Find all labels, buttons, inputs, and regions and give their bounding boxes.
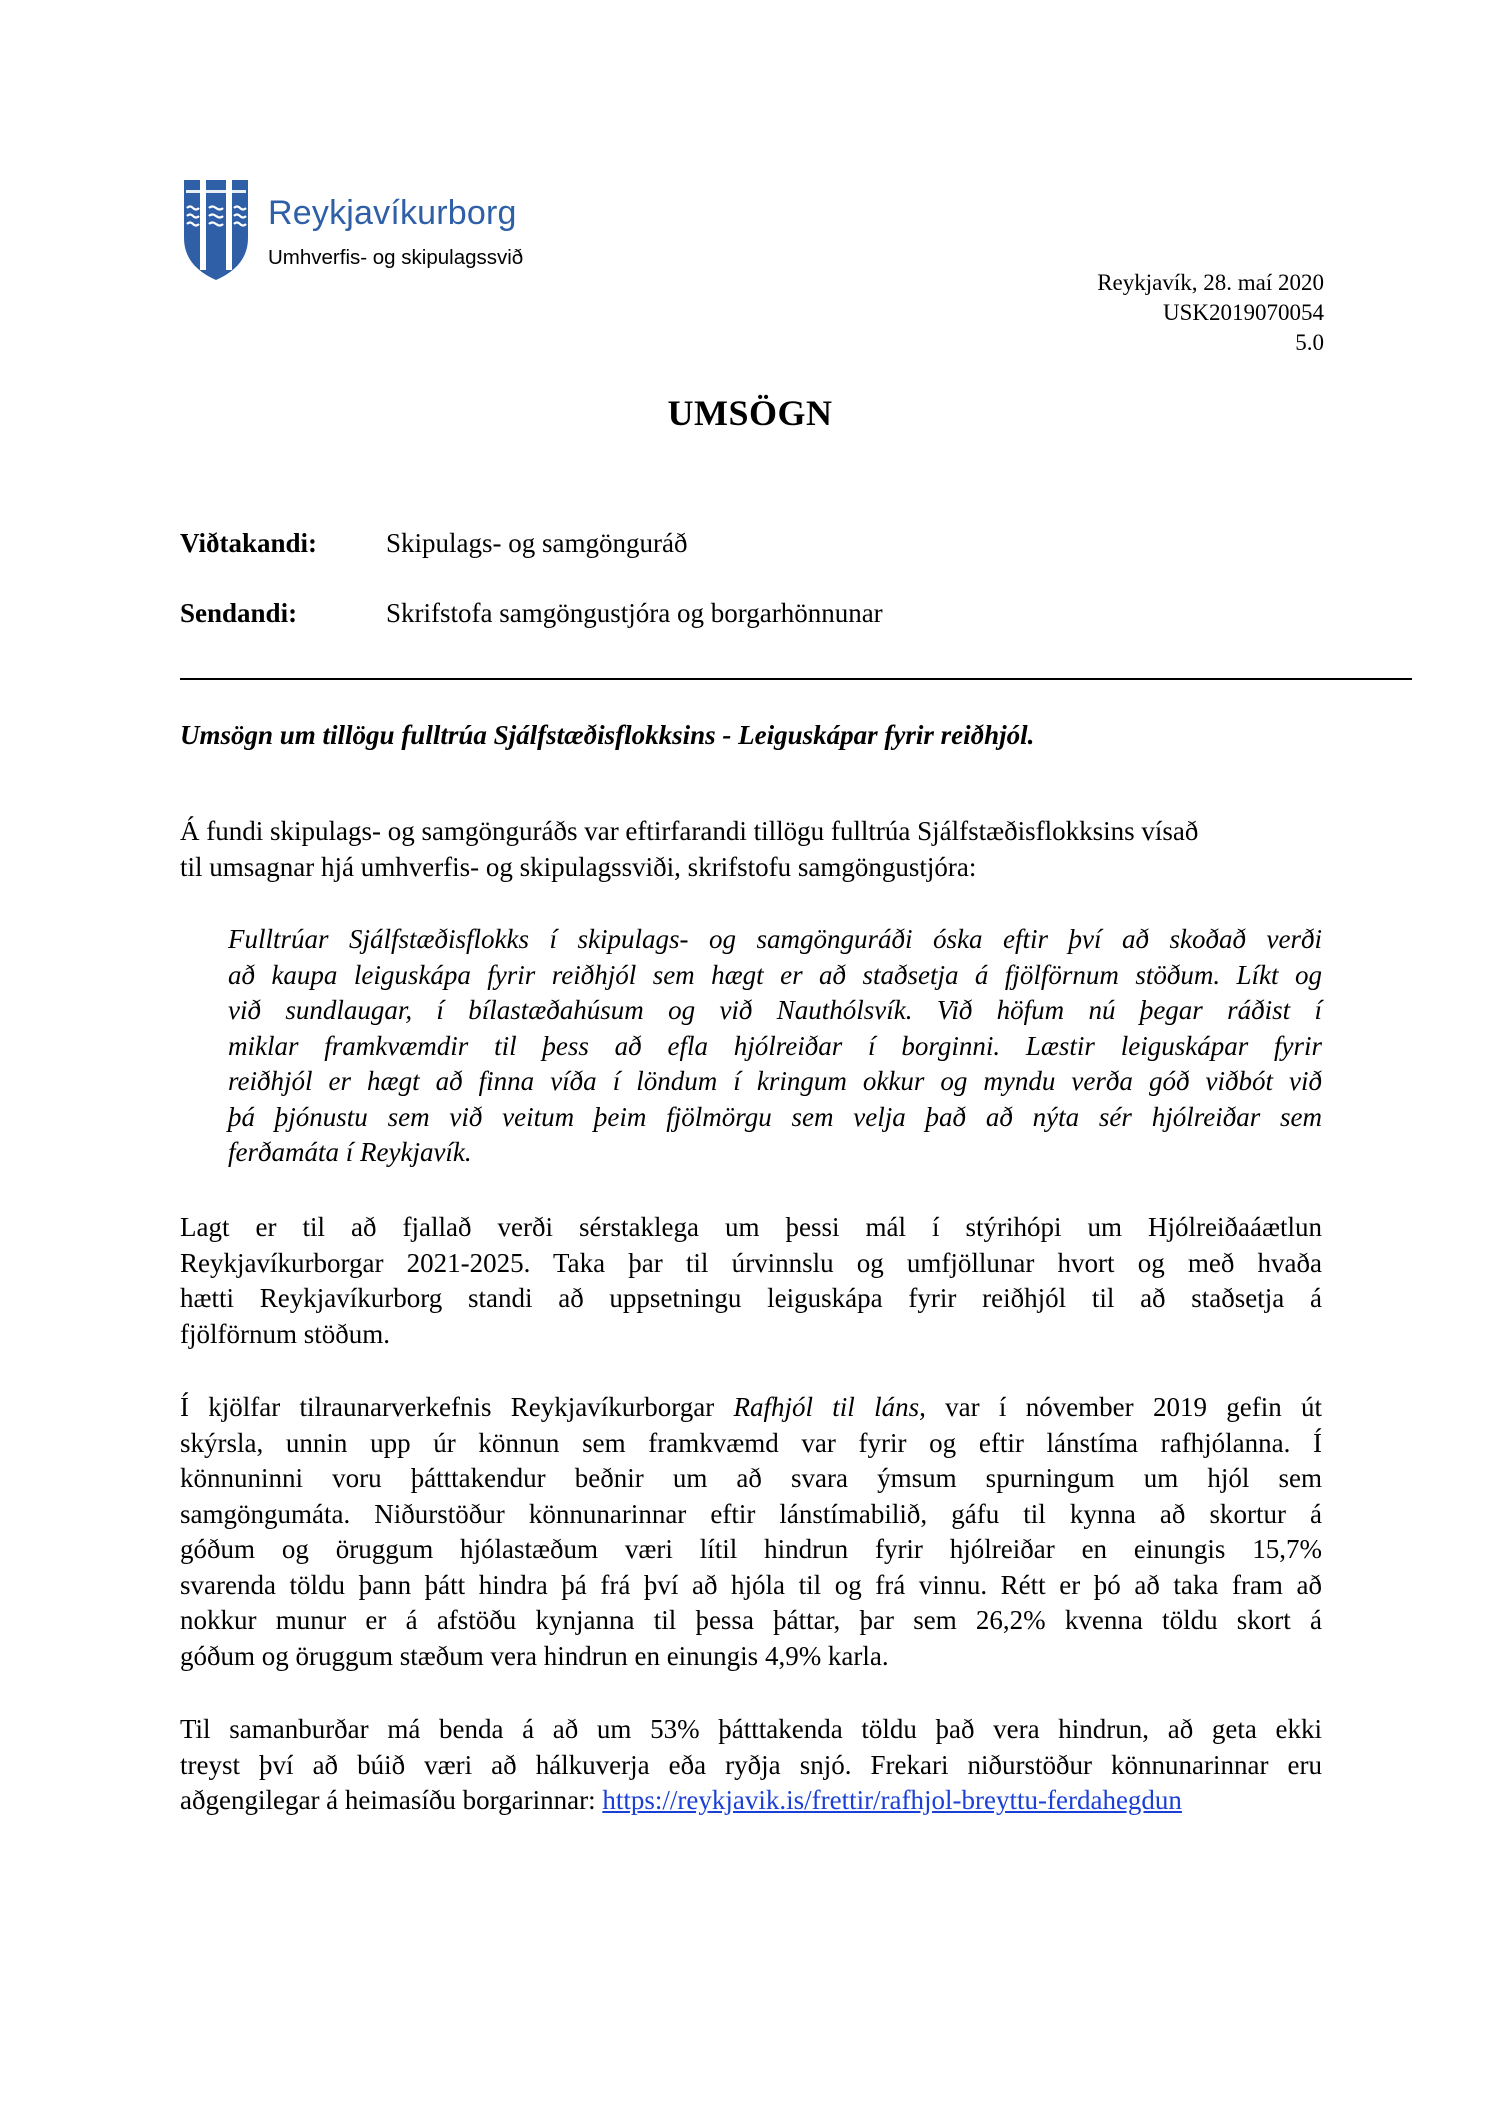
subject-line: Umsögn um tillögu fulltrúa Sjálfstæðisflokksins - Leiguskápar fyrir reiðhjól. [180,720,1035,750]
text-line [180,1390,1322,1426]
text-line: Lagt er til að fjallað verði sérstaklega um þessi mál í stýrihópi um Hjólreiðaáætlun [180,1212,1322,1242]
department-name: Umhverfis- og skipulagssvið [268,246,524,269]
text-line: treyst því að búið væri að hálkuverja eða ryðja snjó. Frekari niðurstöður könnunarinnar eru [180,1749,1322,1780]
text-line: samgöngumáta. Niðurstöður könnunarinnar eftir lánstímabilið, gáfu til kynna að skortur á [180,1498,1322,1529]
sender-label: Sendandi: [180,598,298,628]
text-line [180,1783,1322,1819]
text-line: Til samanburðar má benda á að um 53% þátttakenda töldu það vera hindrun, að geta ekki [180,1714,1322,1744]
quote-line: við sundlaugar, í bílastæðahúsum og við Nauthólsvík. Við höfum nú þegar ráðist í [228,995,1322,1025]
divider [180,678,1412,680]
text-line: skýrsla, unnin upp úr könnun sem framkvæmd var fyrir og eftir lánstíma rafhjólanna. Í [180,1427,1322,1458]
paragraph-3 [180,1390,1322,1674]
place-date: Reykjavík, 28. maí 2020 [1097,270,1324,295]
text-line: Reykjavíkurborgar 2021-2025. Taka þar til úrvinnslu og umfjöllunar hvort og með hvaða [180,1247,1322,1278]
text-line: hætti Reykjavíkurborg standi að uppsetningu leiguskápa fyrir reiðhjól til að staðsetja á [180,1283,1322,1313]
text-segment: aðgengilegar á heimasíðu borgarinnar: [180,1785,603,1815]
recipient-label: Viðtakandi: [180,528,318,558]
org-name: Reykjavíkurborg [268,194,517,232]
text-line: góðum og öruggum stæðum vera hindrun en einungis 4,9% karla. [180,1640,889,1671]
text-line: svarenda töldu þann þátt hindra þá frá því að hjóla til og frá vinnu. Rétt er þó að taka fram að [180,1569,1322,1600]
quote-line: að kaupa leiguskápa fyrir reiðhjól sem hægt er að staðsetja á fjölförnum stöðum. Líkt og [228,959,1322,990]
document-title: UMSÖGN [667,393,833,433]
quote-line: ferðamáta í Reykjavík. [228,1137,472,1167]
sender-value: Skrifstofa samgöngustjóra og borgarhönnunar [386,598,883,628]
org-logo [182,178,562,288]
document-meta [1097,268,1324,358]
paragraph-2 [180,1210,1322,1352]
text-line: Á fundi skipulags- og samgönguráðs var eftirfarandi tillögu fulltrúa Sjálfstæðisflokksins vísað [180,816,1199,846]
case-number: USK2019070054 [1162,300,1324,325]
text-line: nokkur munur er á afstöðu kynjanna til þessa þáttar, þar sem 26,2% kvenna töldu skort á [180,1605,1322,1635]
quote-line: þá þjónustu sem við veitum þeim fjölmörgu sem velja það að nýta sér hjólreiðar sem [228,1101,1322,1132]
quoted-proposal [228,922,1322,1171]
article-link[interactable]: https://reykjavik.is/frettir/rafhjol-breyttu-ferdahegdun [602,1785,1182,1815]
recipient-row [180,528,687,559]
intro-paragraph [180,814,1322,885]
recipient-value: Skipulags- og samgönguráð [386,528,688,558]
text-segment: Í kjölfar tilraunarverkefnis Reykjavíkurborgar [180,1392,734,1422]
quote-line: reiðhjól er hægt að finna víða í löndum í kringum okkur og myndu verða góð viðbót við [228,1066,1322,1096]
text-line: góðum og öruggum hjólastæðum væri lítil hindrun fyrir hjólreiðar en einungis 15,7% [180,1534,1322,1564]
shield-icon [182,178,250,282]
text-line: könnuninni voru þátttakendur beðnir um að svara ýmsum spurningum um hjól sem [180,1463,1322,1493]
quote-line: Fulltrúar Sjálfstæðisflokks í skipulags- og samgönguráði óska eftir því að skoðað verði [228,924,1322,954]
text-line: fjölförnum stöðum. [180,1318,390,1349]
text-line: til umsagnar hjá umhverfis- og skipulagssviði, skrifstofu samgöngustjóra: [180,851,977,882]
quote-line: miklar framkvæmdir til þess að efla hjólreiðar í borginni. Læstir leiguskápar fyrir [228,1030,1322,1061]
project-name: Rafhjól til láns, [733,1392,926,1422]
text-segment: var í nóvember 2019 gefin út [925,1392,1323,1422]
sender-row [180,598,883,629]
paragraph-4 [180,1712,1322,1819]
reference-number: 5.0 [1295,330,1324,355]
